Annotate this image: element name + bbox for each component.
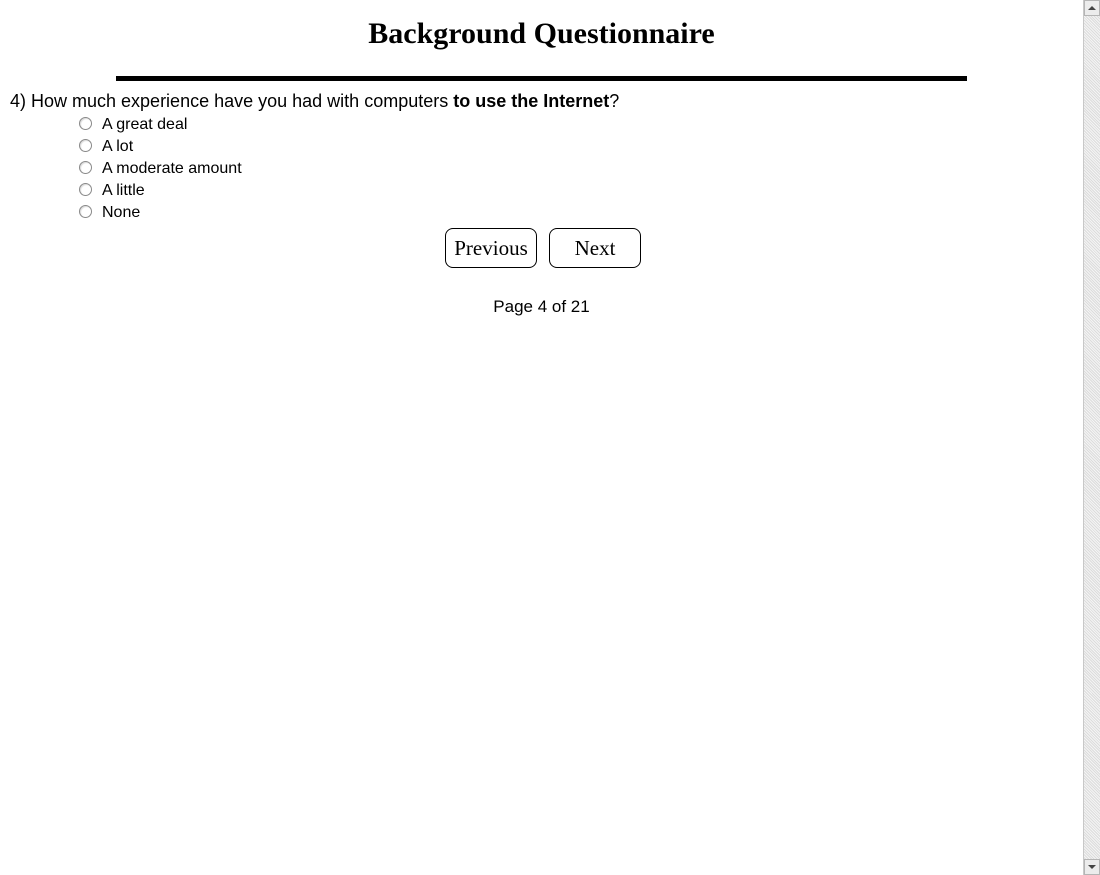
page-indicator: Page 4 of 21 [493, 297, 590, 316]
previous-button[interactable]: Previous [445, 228, 537, 268]
triangle-down-icon [1088, 865, 1096, 869]
answer-options [78, 114, 242, 224]
navigation-buttons [445, 228, 641, 268]
scroll-up-button[interactable] [1084, 0, 1100, 16]
question-prefix: 4) How much experience have you had with computers [10, 91, 454, 111]
vertical-scrollbar[interactable] [1083, 0, 1100, 875]
triangle-up-icon [1088, 6, 1096, 10]
radio-button[interactable] [79, 117, 92, 130]
option-label[interactable]: A lot [102, 138, 134, 155]
option-label[interactable]: None [102, 204, 141, 221]
question-text [10, 89, 619, 113]
radio-button[interactable] [79, 139, 92, 152]
question-emphasis: to use the Internet [453, 91, 610, 111]
option-label[interactable]: A little [102, 182, 145, 199]
answer-option-none[interactable] [78, 202, 242, 224]
radio-button[interactable] [79, 205, 92, 218]
title-divider [116, 76, 967, 81]
question-suffix: ? [609, 91, 620, 111]
option-label[interactable]: A great deal [102, 116, 188, 133]
page-title: Background Questionnaire [368, 17, 715, 50]
next-button[interactable]: Next [549, 228, 641, 268]
radio-button[interactable] [79, 183, 92, 196]
answer-option-moderate[interactable] [78, 158, 242, 180]
scroll-down-button[interactable] [1084, 859, 1100, 875]
answer-option-a-little[interactable] [78, 180, 242, 202]
answer-option-a-lot[interactable] [78, 136, 242, 158]
option-label[interactable]: A moderate amount [102, 160, 242, 177]
answer-option-great-deal[interactable] [78, 114, 242, 136]
radio-button[interactable] [79, 161, 92, 174]
